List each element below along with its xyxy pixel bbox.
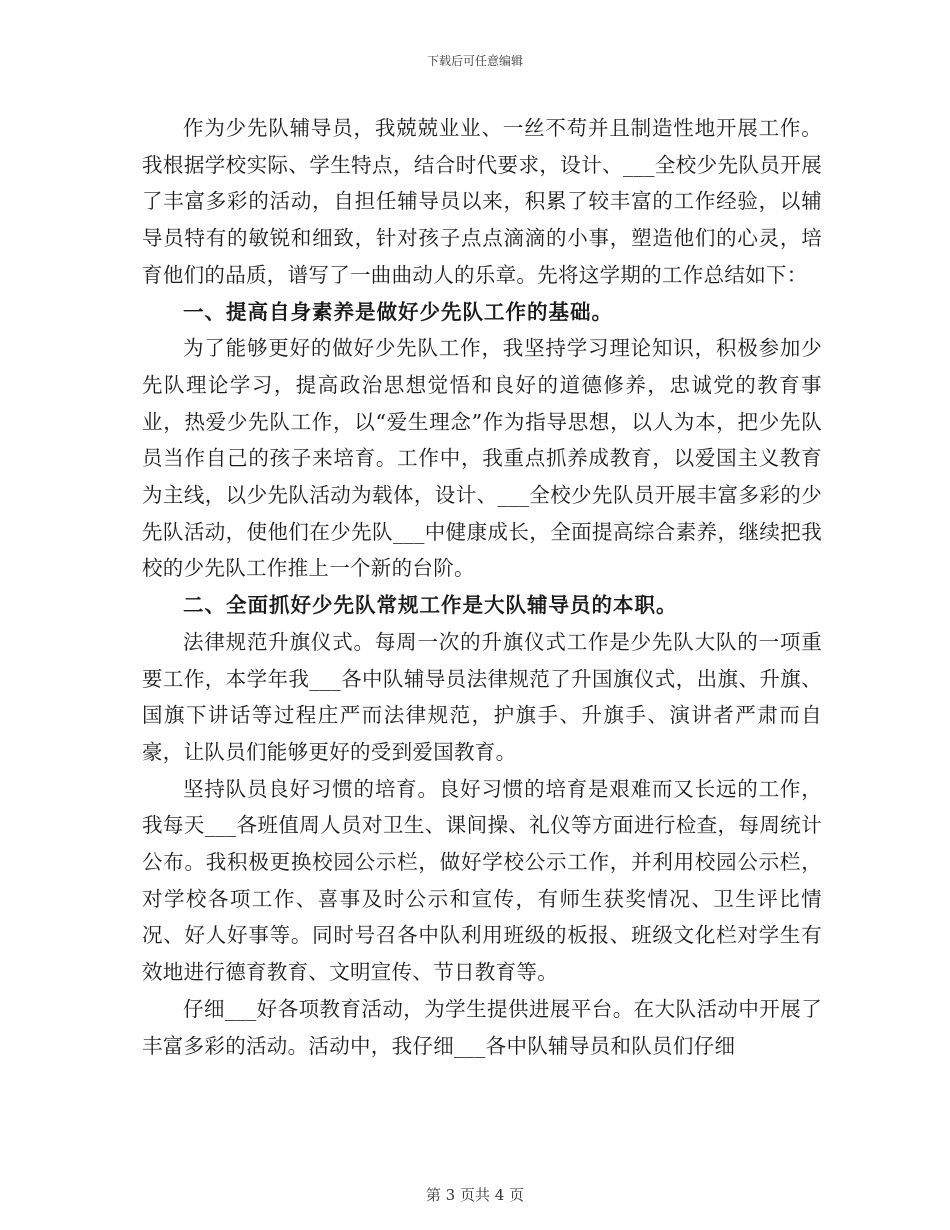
section-heading-1: 一、提高自身素养是做好少先队工作的基础。: [183, 299, 613, 324]
flag-ceremony-paragraph: 法律规范升旗仪式。每周一次的升旗仪式工作是少先队大队的一项重要工作，本学年我___各中队辅导员法律规范了升国旗仪式，出旗、升旗、国旗下讲话等过程庄严而法律规范，护旗手、升旗手、演讲者严肃而自豪，让队员们能够更好的受到爱国教育。: [142, 629, 822, 764]
page-footer: 第 3 页共 4 页: [425, 1186, 525, 1204]
intro-paragraph: 作为少先队辅导员，我兢兢业业、一丝不苟并且制造性地开展工作。我根据学校实际、学生特点，结合时代要求，设计、___全校少先队员开展了丰富多彩的活动，自担任辅导员以来，积累了较丰富的工作经验，以辅导员特有的敏锐和细致，针对孩子点点滴滴的小事，塑造他们的心灵，培育他们的品质，谱写了一曲曲动人的乐章。先将这学期的工作总结如下：: [142, 116, 822, 287]
activities-paragraph: 仔细___好各项教育活动，为学生提供进展平台。在大队活动中开展了丰富多彩的活动。活动中，我仔细___各中队辅导员和队员们仔细: [142, 996, 822, 1058]
section-1-paragraph: 为了能够更好的做好少先队工作，我坚持学习理论知识，积极参加少先队理论学习，提高政治思想觉悟和良好的道德修养，忠诚党的教育事业，热爱少先队工作，以“爱生理念”作为指导思想，以人为本，把少先队员当作自己的孩子来培育。工作中，我重点抓养成教育，以爱国主义教育为主线，以少先队活动为载体，设计、___全校少先队员开展丰富多彩的少先队活动，使他们在少先队___中健康成长，全面提高综合素养，继续把我校的少先队工作推上一个新的台阶。: [142, 336, 822, 581]
document-body: [142, 110, 822, 1064]
page-header: 下载后可任意编辑: [426, 54, 523, 68]
habits-paragraph: 坚持队员良好习惯的培育。良好习惯的培育是艰难而又长远的工作，我每天___各班值周人员对卫生、课间操、礼仪等方面进行检查，每周统计公布。我积极更换校园公示栏，做好学校公示工作，并利用校园公示栏，对学校各项工作、喜事及时公示和宣传，有师生获奖情况、卫生评比情况、好人好事等。同时号召各中队利用班级的板报、班级文化栏对学生有效地进行德育教育、文明宣传、节日教育等。: [142, 776, 822, 985]
section-heading-2: 二、全面抓好少先队常规工作是大队辅导员的本职。: [183, 593, 678, 618]
